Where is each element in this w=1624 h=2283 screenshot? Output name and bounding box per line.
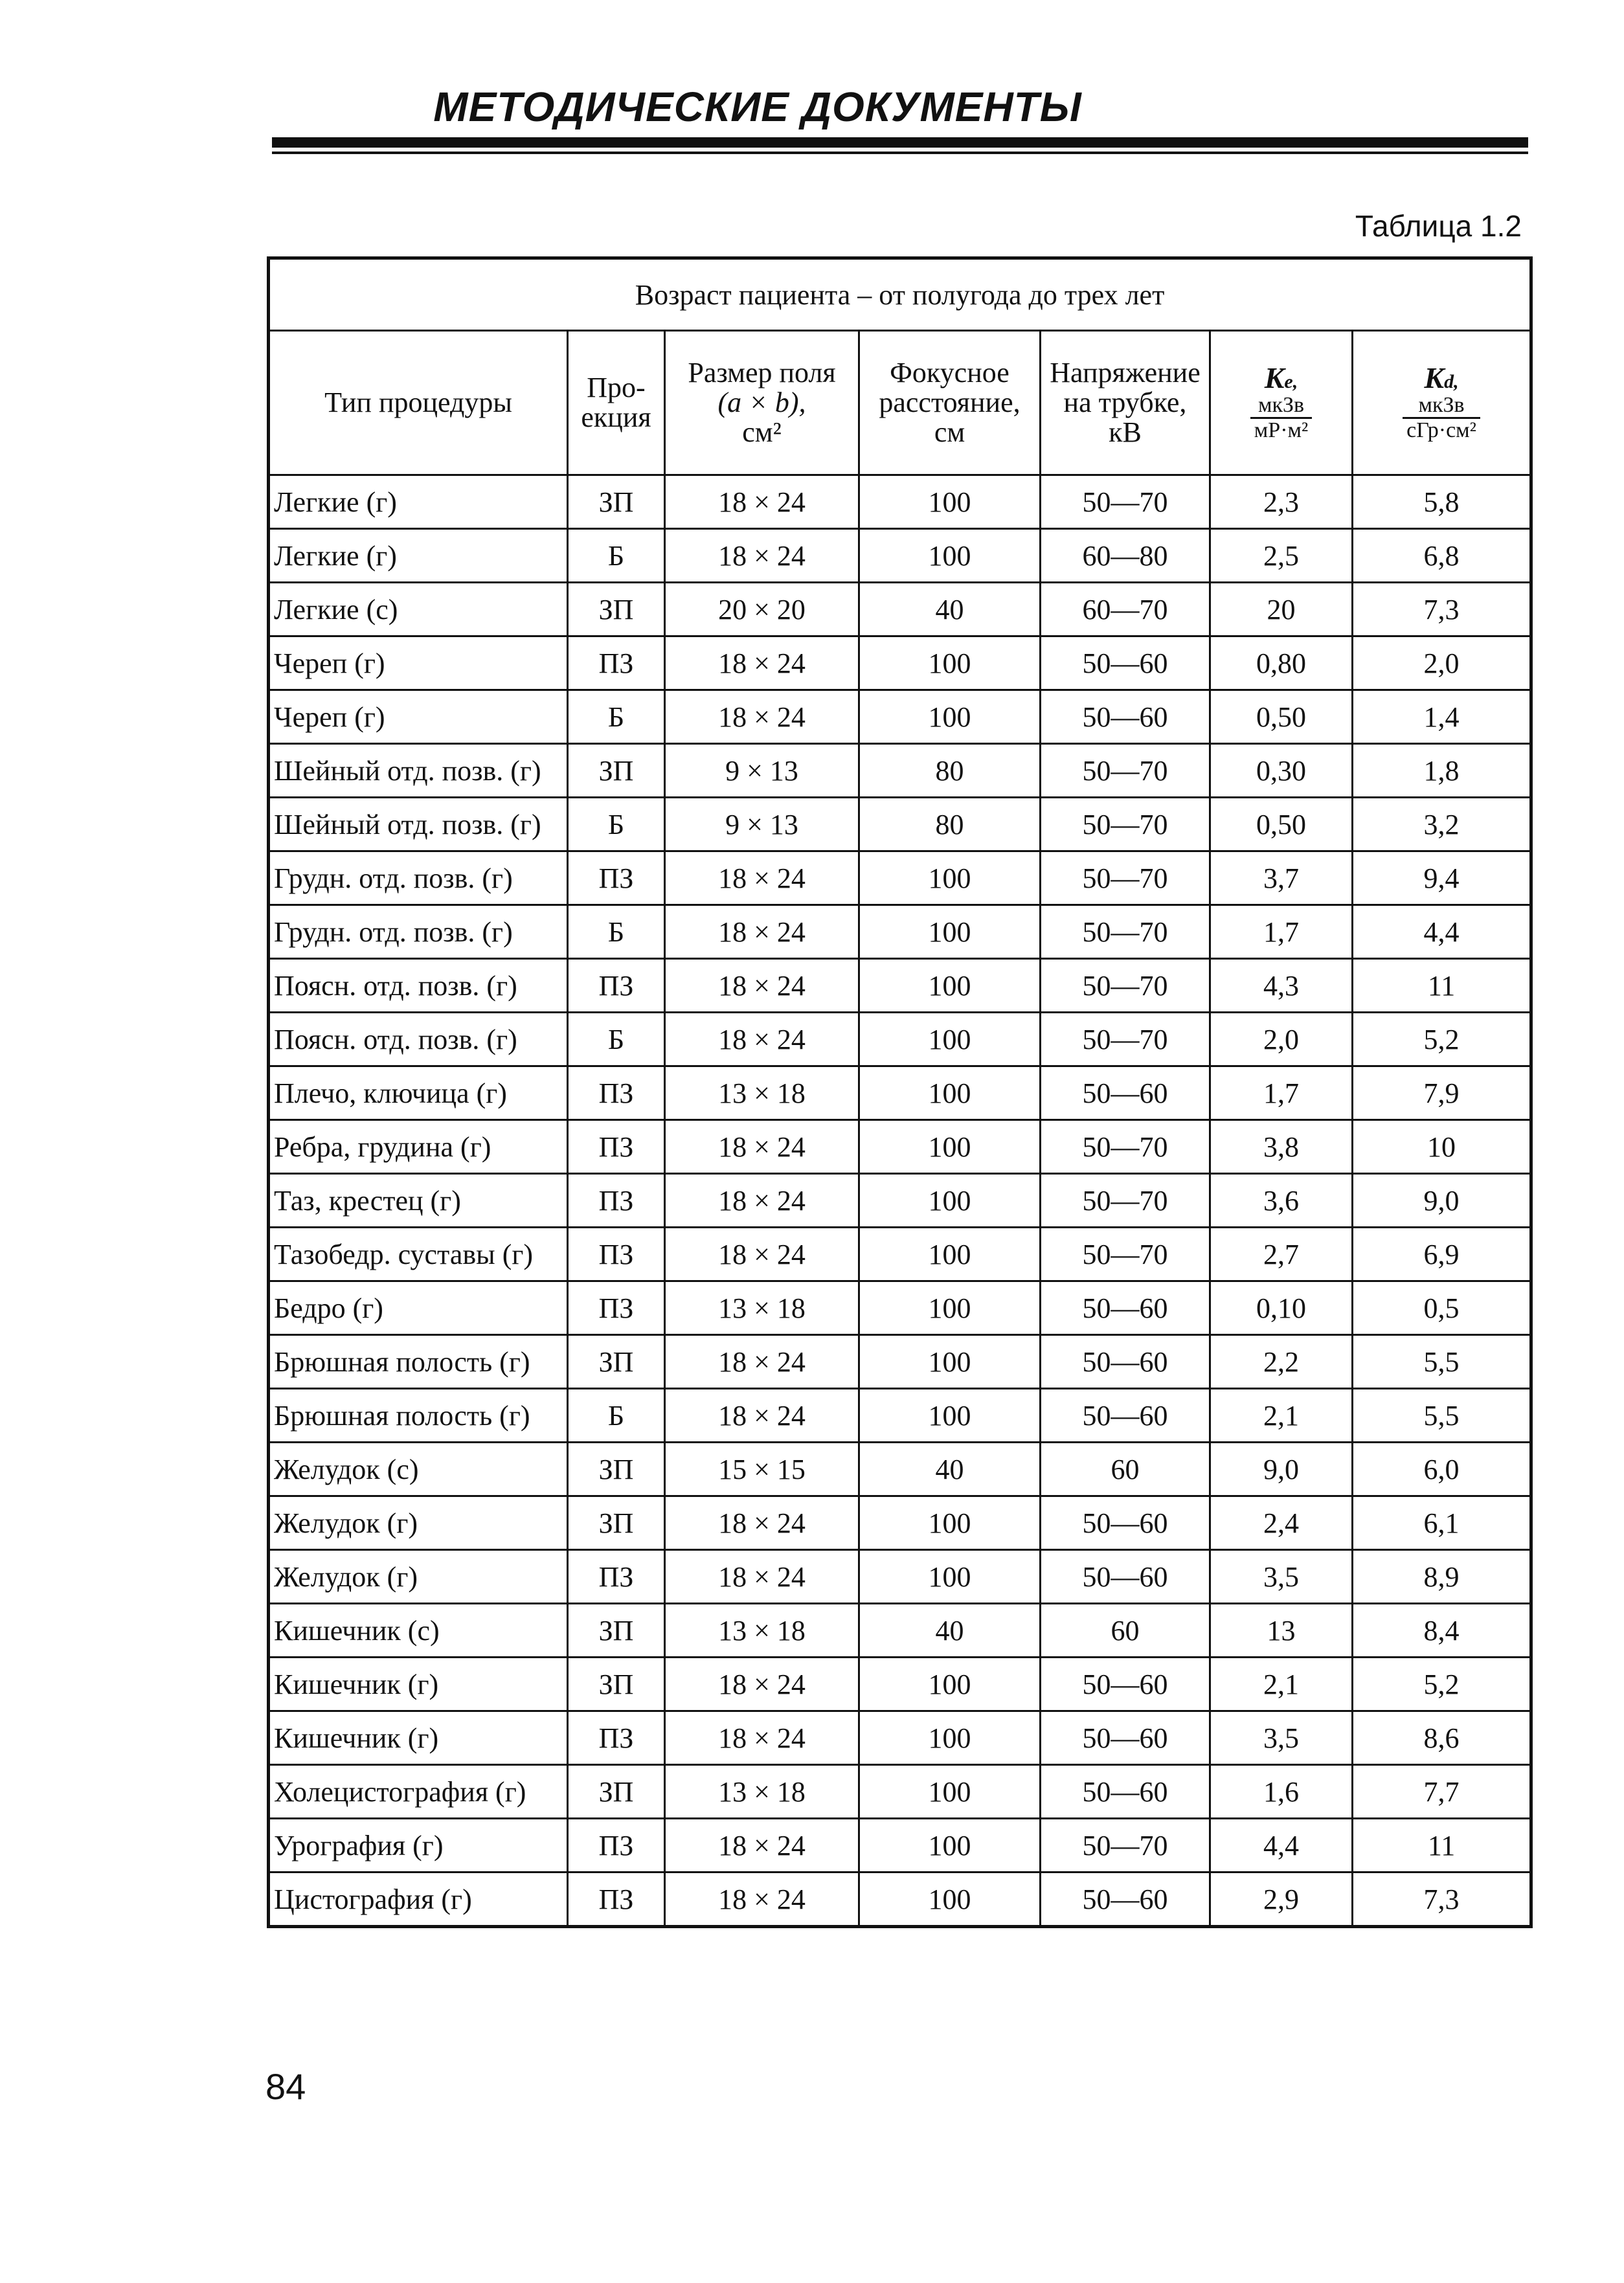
cell-field-size: 15 × 15 [665, 1443, 859, 1496]
cell-procedure: Легкие (г) [269, 529, 568, 583]
cell-focal-distance: 100 [859, 1174, 1041, 1228]
cell-kd-value: 8,6 [1353, 1711, 1531, 1765]
cell-kd-value: 5,5 [1353, 1389, 1531, 1443]
table-row [269, 1604, 1531, 1658]
table-row [269, 1658, 1531, 1711]
cell-field-size: 18 × 24 [665, 1013, 859, 1066]
kd-unit-numerator: мкЗв [1403, 394, 1480, 419]
cell-procedure: Легкие (с) [269, 583, 568, 636]
cell-field-size: 18 × 24 [665, 1496, 859, 1550]
cell-focal-distance: 100 [859, 636, 1041, 690]
cell-projection: ЗП [568, 1496, 665, 1550]
cell-focal-distance: 100 [859, 1496, 1041, 1550]
cell-field-size: 18 × 24 [665, 959, 859, 1013]
age-caption-row [269, 258, 1531, 331]
cell-field-size: 18 × 24 [665, 529, 859, 583]
col-header-focal-distance [859, 331, 1041, 475]
cell-field-size: 18 × 24 [665, 1228, 859, 1281]
cell-focal-distance: 100 [859, 1550, 1041, 1604]
cell-procedure: Поясн. отд. позв. (г) [269, 1013, 568, 1066]
table-row [269, 959, 1531, 1013]
cell-projection: ЗП [568, 1443, 665, 1496]
cell-ke-value: 3,5 [1210, 1550, 1353, 1604]
cell-ke-value: 3,6 [1210, 1174, 1353, 1228]
table-row [269, 1066, 1531, 1120]
cell-focal-distance: 100 [859, 1120, 1041, 1174]
cell-focal-distance: 100 [859, 1711, 1041, 1765]
cell-tube-voltage: 50—70 [1041, 744, 1210, 798]
cell-field-size: 18 × 24 [665, 475, 859, 529]
cell-ke-value: 2,5 [1210, 529, 1353, 583]
cell-kd-value: 7,7 [1353, 1765, 1531, 1819]
table-row [269, 1174, 1531, 1228]
cell-projection: ЗП [568, 1604, 665, 1658]
cell-ke-value: 2,2 [1210, 1335, 1353, 1389]
cell-field-size: 18 × 24 [665, 1120, 859, 1174]
cell-procedure: Грудн. отд. позв. (г) [269, 905, 568, 959]
cell-kd-value: 8,9 [1353, 1550, 1531, 1604]
cell-projection: ПЗ [568, 1873, 665, 1927]
col-header-voltage-line2: на трубке, [1063, 386, 1187, 418]
table-row [269, 1389, 1531, 1443]
cell-kd-value: 11 [1353, 1819, 1531, 1873]
cell-tube-voltage: 50—70 [1041, 1120, 1210, 1174]
cell-tube-voltage: 50—70 [1041, 1228, 1210, 1281]
cell-kd-value: 5,2 [1353, 1013, 1531, 1066]
cell-ke-value: 4,3 [1210, 959, 1353, 1013]
col-header-voltage-line3: кВ [1109, 416, 1142, 449]
cell-kd-value: 8,4 [1353, 1604, 1531, 1658]
table-row [269, 690, 1531, 744]
cell-tube-voltage: 50—60 [1041, 1873, 1210, 1927]
cell-kd-value: 7,9 [1353, 1066, 1531, 1120]
cell-kd-value: 3,2 [1353, 798, 1531, 851]
ke-unit-numerator: мкЗв [1250, 394, 1312, 419]
cell-ke-value: 1,6 [1210, 1765, 1353, 1819]
cell-kd-value: 11 [1353, 959, 1531, 1013]
cell-field-size: 18 × 24 [665, 1550, 859, 1604]
table-row [269, 1496, 1531, 1550]
cell-tube-voltage: 50—70 [1041, 905, 1210, 959]
cell-projection: ПЗ [568, 959, 665, 1013]
cell-kd-value: 7,3 [1353, 1873, 1531, 1927]
cell-focal-distance: 100 [859, 1066, 1041, 1120]
cell-procedure: Желудок (с) [269, 1443, 568, 1496]
cell-projection: ПЗ [568, 1174, 665, 1228]
cell-tube-voltage: 50—60 [1041, 636, 1210, 690]
cell-tube-voltage: 60—80 [1041, 529, 1210, 583]
cell-focal-distance: 80 [859, 798, 1041, 851]
cell-kd-value: 1,8 [1353, 744, 1531, 798]
cell-ke-value: 0,10 [1210, 1281, 1353, 1335]
col-header-projection [568, 331, 665, 475]
cell-projection: ПЗ [568, 1550, 665, 1604]
cell-projection: ЗП [568, 475, 665, 529]
cell-tube-voltage: 50—60 [1041, 1281, 1210, 1335]
cell-focal-distance: 100 [859, 1335, 1041, 1389]
cell-ke-value: 20 [1210, 583, 1353, 636]
age-caption: Возраст пациента – от полугода до трех лет [269, 258, 1531, 331]
cell-ke-value: 0,80 [1210, 636, 1353, 690]
col-header-procedure-text: Тип процедуры [324, 386, 512, 418]
page-number: 84 [265, 2066, 306, 2107]
cell-projection: ЗП [568, 1658, 665, 1711]
cell-ke-value: 2,7 [1210, 1228, 1353, 1281]
cell-projection: ЗП [568, 1765, 665, 1819]
cell-projection: ПЗ [568, 1819, 665, 1873]
cell-tube-voltage: 50—70 [1041, 475, 1210, 529]
cell-tube-voltage: 50—60 [1041, 1765, 1210, 1819]
table-row [269, 529, 1531, 583]
cell-procedure: Желудок (г) [269, 1496, 568, 1550]
cell-tube-voltage: 50—70 [1041, 798, 1210, 851]
table-row [269, 1013, 1531, 1066]
cell-tube-voltage: 50—60 [1041, 1389, 1210, 1443]
cell-focal-distance: 40 [859, 1443, 1041, 1496]
table-row [269, 583, 1531, 636]
cell-procedure: Желудок (г) [269, 1550, 568, 1604]
table-row [269, 798, 1531, 851]
cell-projection: Б [568, 529, 665, 583]
col-header-projection-line1: Про- [587, 371, 646, 403]
cell-field-size: 13 × 18 [665, 1604, 859, 1658]
cell-ke-value: 1,7 [1210, 1066, 1353, 1120]
cell-focal-distance: 100 [859, 905, 1041, 959]
table-row [269, 1550, 1531, 1604]
cell-tube-voltage: 50—60 [1041, 1711, 1210, 1765]
cell-field-size: 18 × 24 [665, 1873, 859, 1927]
header-rule-thick [272, 137, 1528, 148]
cell-procedure: Легкие (г) [269, 475, 568, 529]
cell-ke-value: 3,8 [1210, 1120, 1353, 1174]
cell-field-size: 13 × 18 [665, 1066, 859, 1120]
cell-focal-distance: 100 [859, 851, 1041, 905]
cell-kd-value: 9,4 [1353, 851, 1531, 905]
cell-tube-voltage: 50—60 [1041, 690, 1210, 744]
cell-focal-distance: 100 [859, 1765, 1041, 1819]
table-row [269, 636, 1531, 690]
cell-focal-distance: 40 [859, 1604, 1041, 1658]
table-row [269, 1819, 1531, 1873]
cell-procedure: Череп (г) [269, 690, 568, 744]
table-row [269, 905, 1531, 959]
cell-tube-voltage: 50—70 [1041, 959, 1210, 1013]
cell-procedure: Череп (г) [269, 636, 568, 690]
cell-ke-value: 0,50 [1210, 798, 1353, 851]
cell-projection: ЗП [568, 1335, 665, 1389]
cell-kd-value: 6,0 [1353, 1443, 1531, 1496]
col-header-field-size [665, 331, 859, 475]
cell-tube-voltage: 50—70 [1041, 1819, 1210, 1873]
col-header-focal-line3: см [934, 416, 965, 449]
cell-procedure: Брюшная полость (г) [269, 1389, 568, 1443]
cell-tube-voltage: 50—60 [1041, 1550, 1210, 1604]
table-row [269, 1335, 1531, 1389]
cell-kd-value: 6,8 [1353, 529, 1531, 583]
cell-focal-distance: 100 [859, 1873, 1041, 1927]
cell-ke-value: 9,0 [1210, 1443, 1353, 1496]
cell-procedure: Плечо, ключица (г) [269, 1066, 568, 1120]
cell-tube-voltage: 60 [1041, 1604, 1210, 1658]
cell-ke-value: 3,5 [1210, 1711, 1353, 1765]
cell-tube-voltage: 60 [1041, 1443, 1210, 1496]
kd-unit-denominator: сГр·см² [1406, 418, 1476, 443]
cell-projection: Б [568, 1013, 665, 1066]
cell-kd-value: 5,5 [1353, 1335, 1531, 1389]
table-row [269, 744, 1531, 798]
cell-ke-value: 2,4 [1210, 1496, 1353, 1550]
kd-symbol: K [1424, 361, 1445, 395]
cell-ke-value: 2,1 [1210, 1389, 1353, 1443]
cell-ke-value: 2,0 [1210, 1013, 1353, 1066]
cell-field-size: 13 × 18 [665, 1281, 859, 1335]
table-row [269, 1765, 1531, 1819]
ke-subscript: e, [1284, 371, 1298, 393]
col-header-projection-line2: екция [581, 401, 651, 433]
dose-coefficients-table [267, 256, 1533, 1928]
cell-kd-value: 6,9 [1353, 1228, 1531, 1281]
cell-focal-distance: 100 [859, 1228, 1041, 1281]
cell-focal-distance: 100 [859, 690, 1041, 744]
cell-field-size: 9 × 13 [665, 744, 859, 798]
cell-focal-distance: 100 [859, 529, 1041, 583]
cell-kd-value: 5,2 [1353, 1658, 1531, 1711]
col-header-field-line3: см² [742, 416, 782, 449]
cell-procedure: Шейный отд. позв. (г) [269, 798, 568, 851]
cell-tube-voltage: 50—60 [1041, 1066, 1210, 1120]
cell-projection: ПЗ [568, 1120, 665, 1174]
cell-kd-value: 10 [1353, 1120, 1531, 1174]
cell-tube-voltage: 60—70 [1041, 583, 1210, 636]
column-header-row [269, 331, 1531, 475]
cell-field-size: 18 × 24 [665, 851, 859, 905]
cell-ke-value: 3,7 [1210, 851, 1353, 905]
cell-ke-value: 2,9 [1210, 1873, 1353, 1927]
cell-field-size: 18 × 24 [665, 1389, 859, 1443]
cell-projection: ЗП [568, 744, 665, 798]
cell-procedure: Поясн. отд. позв. (г) [269, 959, 568, 1013]
ke-unit-denominator: мР·м² [1254, 418, 1309, 443]
cell-focal-distance: 100 [859, 1281, 1041, 1335]
cell-procedure: Шейный отд. позв. (г) [269, 744, 568, 798]
cell-projection: ПЗ [568, 851, 665, 905]
cell-procedure: Цистография (г) [269, 1873, 568, 1927]
cell-ke-value: 13 [1210, 1604, 1353, 1658]
cell-tube-voltage: 50—60 [1041, 1335, 1210, 1389]
cell-ke-value: 2,1 [1210, 1658, 1353, 1711]
cell-focal-distance: 100 [859, 1389, 1041, 1443]
cell-tube-voltage: 50—60 [1041, 1658, 1210, 1711]
cell-procedure: Грудн. отд. позв. (г) [269, 851, 568, 905]
ke-unit-fraction [1250, 394, 1312, 442]
table-row [269, 1281, 1531, 1335]
cell-projection: ПЗ [568, 1711, 665, 1765]
cell-field-size: 18 × 24 [665, 1711, 859, 1765]
cell-field-size: 18 × 24 [665, 1174, 859, 1228]
col-header-field-line2: (a × b), [717, 386, 806, 418]
table-row [269, 851, 1531, 905]
cell-field-size: 20 × 20 [665, 583, 859, 636]
table-row [269, 1228, 1531, 1281]
cell-projection: ПЗ [568, 636, 665, 690]
cell-focal-distance: 100 [859, 475, 1041, 529]
cell-kd-value: 9,0 [1353, 1174, 1531, 1228]
cell-procedure: Бедро (г) [269, 1281, 568, 1335]
cell-projection: ПЗ [568, 1281, 665, 1335]
cell-ke-value: 4,4 [1210, 1819, 1353, 1873]
header-rule-thin [272, 152, 1528, 154]
cell-field-size: 13 × 18 [665, 1765, 859, 1819]
cell-procedure: Холецистография (г) [269, 1765, 568, 1819]
cell-kd-value: 5,8 [1353, 475, 1531, 529]
cell-field-size: 18 × 24 [665, 636, 859, 690]
cell-projection: ПЗ [568, 1228, 665, 1281]
cell-ke-value: 2,3 [1210, 475, 1353, 529]
col-header-field-line1: Размер поля [688, 356, 836, 388]
cell-projection: Б [568, 798, 665, 851]
cell-kd-value: 6,1 [1353, 1496, 1531, 1550]
cell-tube-voltage: 50—70 [1041, 1013, 1210, 1066]
col-header-kd [1353, 331, 1531, 475]
cell-kd-value: 2,0 [1353, 636, 1531, 690]
cell-kd-value: 1,4 [1353, 690, 1531, 744]
cell-tube-voltage: 50—60 [1041, 1496, 1210, 1550]
table-row [269, 475, 1531, 529]
cell-procedure: Кишечник (с) [269, 1604, 568, 1658]
cell-projection: ЗП [568, 583, 665, 636]
cell-procedure: Кишечник (г) [269, 1658, 568, 1711]
cell-projection: ПЗ [568, 1066, 665, 1120]
cell-procedure: Ребра, грудина (г) [269, 1120, 568, 1174]
kd-subscript: d, [1444, 371, 1459, 393]
cell-procedure: Урография (г) [269, 1819, 568, 1873]
col-header-procedure [269, 331, 568, 475]
cell-focal-distance: 40 [859, 583, 1041, 636]
table-row [269, 1120, 1531, 1174]
cell-kd-value: 0,5 [1353, 1281, 1531, 1335]
cell-procedure: Кишечник (г) [269, 1711, 568, 1765]
cell-kd-value: 7,3 [1353, 583, 1531, 636]
cell-kd-value: 4,4 [1353, 905, 1531, 959]
col-header-focal-line1: Фокусное [890, 356, 1009, 388]
cell-procedure: Таз, крестец (г) [269, 1174, 568, 1228]
col-header-voltage-line1: Напряжение [1050, 356, 1201, 388]
cell-projection: Б [568, 1389, 665, 1443]
cell-ke-value: 0,50 [1210, 690, 1353, 744]
table-label: Таблица 1.2 [1355, 209, 1522, 243]
running-header-title: МЕТОДИЧЕСКИЕ ДОКУМЕНТЫ [433, 84, 1082, 130]
col-header-ke [1210, 331, 1353, 475]
table-row [269, 1873, 1531, 1927]
table-row [269, 1711, 1531, 1765]
cell-projection: Б [568, 690, 665, 744]
col-header-focal-line2: расстояние, [879, 386, 1021, 418]
cell-tube-voltage: 50—70 [1041, 851, 1210, 905]
cell-field-size: 18 × 24 [665, 1335, 859, 1389]
table-row [269, 1443, 1531, 1496]
cell-focal-distance: 100 [859, 1013, 1041, 1066]
cell-field-size: 9 × 13 [665, 798, 859, 851]
cell-ke-value: 0,30 [1210, 744, 1353, 798]
col-header-tube-voltage [1041, 331, 1210, 475]
kd-unit-fraction [1403, 394, 1480, 442]
cell-field-size: 18 × 24 [665, 1658, 859, 1711]
cell-procedure: Тазобедр. суставы (г) [269, 1228, 568, 1281]
cell-field-size: 18 × 24 [665, 1819, 859, 1873]
cell-field-size: 18 × 24 [665, 905, 859, 959]
ke-symbol: K [1264, 361, 1285, 395]
cell-tube-voltage: 50—70 [1041, 1174, 1210, 1228]
cell-focal-distance: 100 [859, 959, 1041, 1013]
cell-procedure: Брюшная полость (г) [269, 1335, 568, 1389]
cell-focal-distance: 80 [859, 744, 1041, 798]
cell-focal-distance: 100 [859, 1819, 1041, 1873]
cell-focal-distance: 100 [859, 1658, 1041, 1711]
cell-ke-value: 1,7 [1210, 905, 1353, 959]
cell-projection: Б [568, 905, 665, 959]
cell-field-size: 18 × 24 [665, 690, 859, 744]
